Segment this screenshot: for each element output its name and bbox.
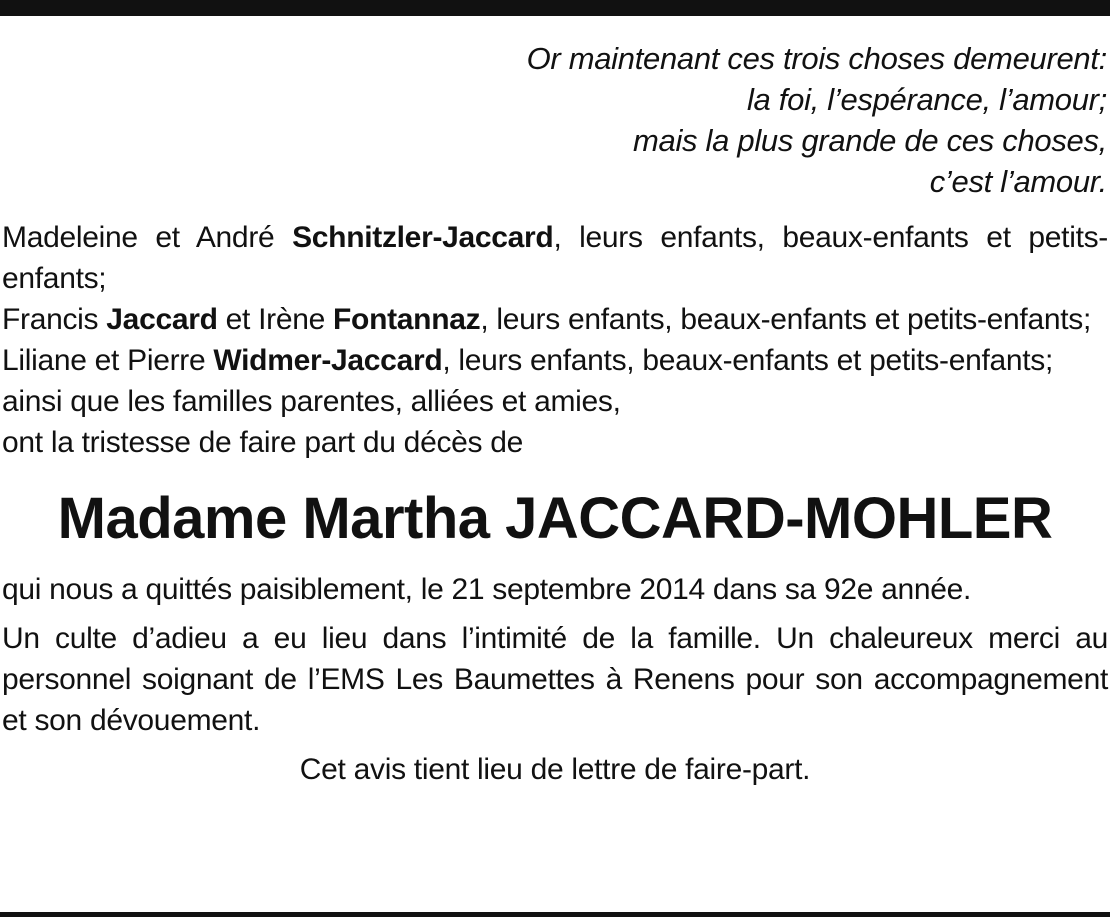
epigraph-quote bbox=[2, 38, 1108, 202]
family-text: Madeleine et André bbox=[2, 221, 293, 254]
quote-line: Or maintenant ces trois choses demeurent: bbox=[526, 41, 1107, 76]
ceremony-paragraph: Un culte d’adieu a eu lieu dans l’intimité de la famille. Un chaleureux merci au personnel soignant de l’EMS Les Baumettes à Renens pour son accompagnement et son dévouement. bbox=[2, 622, 1108, 737]
family-surname: Jaccard bbox=[106, 303, 218, 336]
notice-footer: Cet avis tient lieu de lettre de faire-part. bbox=[299, 753, 811, 786]
bottom-border-rule bbox=[0, 912, 1110, 917]
family-surname: Schnitzler-Jaccard bbox=[292, 221, 554, 254]
family-text: et Irène bbox=[217, 303, 334, 336]
quote-line: c’est l’amour. bbox=[929, 164, 1107, 199]
top-border-rule bbox=[0, 0, 1110, 16]
quote-line: mais la plus grande de ces choses, bbox=[632, 123, 1107, 158]
allies-line: ainsi que les familles parentes, alliées et amies, bbox=[2, 385, 621, 418]
announcement-line: ont la tristesse de faire part du décès de bbox=[2, 426, 524, 459]
family-entry bbox=[2, 340, 1108, 381]
family-text: Liliane et Pierre bbox=[2, 344, 214, 377]
family-entry bbox=[2, 299, 1108, 340]
death-notice bbox=[2, 38, 1108, 790]
quote-line: la foi, l’espérance, l’amour; bbox=[746, 82, 1107, 117]
family-text: , leurs enfants, beaux-enfants et petits-enfants; bbox=[480, 303, 1091, 336]
family-text: , leurs enfants, beaux-enfants et petits-enfants; bbox=[2, 221, 1108, 295]
family-entry bbox=[2, 217, 1108, 299]
death-details: qui nous a quittés paisiblement, le 21 septembre 2014 dans sa 92e année. bbox=[2, 573, 972, 606]
deceased-name: Madame Martha JACCARD-MOHLER bbox=[57, 486, 1053, 551]
family-text: Francis bbox=[2, 303, 107, 336]
family-surname: Fontannaz bbox=[333, 303, 481, 336]
family-surname: Widmer-Jaccard bbox=[213, 344, 443, 377]
family-list bbox=[2, 217, 1108, 463]
family-text: , leurs enfants, beaux-enfants et petits-enfants; bbox=[442, 344, 1054, 377]
